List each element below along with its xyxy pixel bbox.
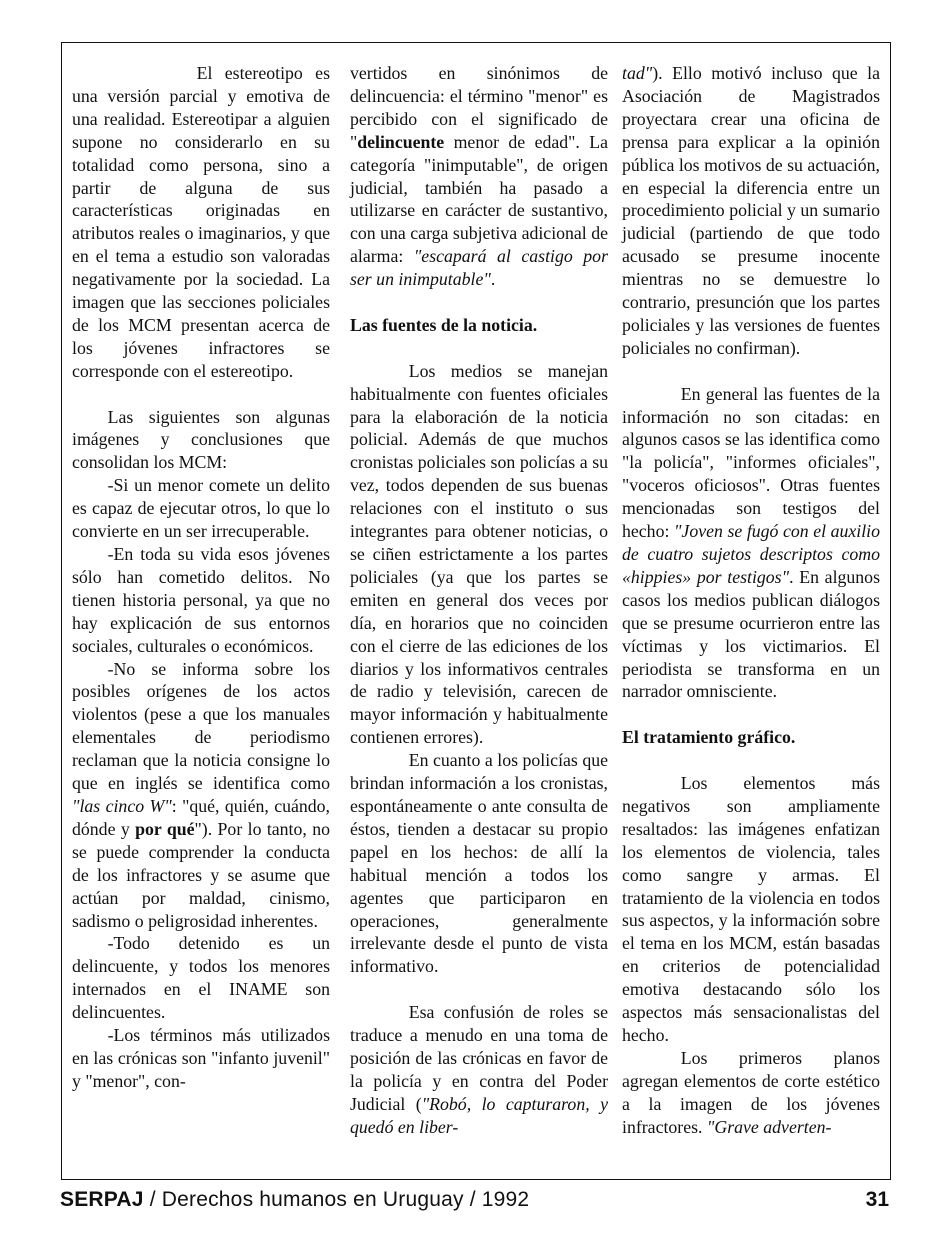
- publisher-name: SERPAJ: [60, 1188, 144, 1211]
- list-item: -No se informa sobre los posibles orígenes de los actos violentos (pese a que los manuales elementales de periodismo reclaman que la noticia consigne lo que en inglés se identifica como "las cinco W": "qué, quién, cuándo, dónde y por qué"). Por lo tanto, no se puede comprender la conducta de los infractores y se asume que actúan por maldad, cinismo, sadismo o peligrosidad inherentes.: [72, 658, 330, 931]
- text-column-1: [72, 62, 330, 1093]
- text-column-2: [350, 62, 608, 1139]
- text-column-3: [622, 62, 880, 1139]
- running-footer: [60, 1188, 529, 1212]
- paragraph: En cuanto a los policías que brindan información a los cronistas, espontáneamente o ante consulta de éstos, tienden a destacar su propio papel en los hechos: de allí la habitual mención a todos los agentes que participaron en operaciones, generalmente irrelevante desde el punto de vista informativo.: [350, 750, 608, 977]
- section-heading: El tratamiento gráfico.: [622, 727, 796, 748]
- section-heading: Las fuentes de la noticia.: [350, 314, 538, 335]
- paragraph: El estereotipo es una versión parcial y emotiva de una realidad. Estereotipar a alguien supone no considerarlo en su totalidad como persona, sino a partir de alguna de sus características originadas en atributos reales o imaginarios, y que en el tema a estudio son valoradas negativamente por la sociedad. La imagen que las secciones policiales de los MCM presentan acerca de los jóvenes infractores se corresponde con el estereotipo.: [72, 63, 330, 381]
- paragraph: Esa confusión de roles se traduce a menudo en una toma de posición de las crónicas en favor de la policía y en contra del Poder Judicial ("Robó, lo capturaron, y quedó en liber-: [350, 1002, 608, 1137]
- list-item: -Los términos más utilizados en las crónicas son "infanto juvenil" y "menor", con-: [72, 1025, 330, 1091]
- paragraph: En general las fuentes de la información no son citadas: en algunos casos se las identifica como "la policía", "informes oficiales", "voceros oficiosos". Otras fuentes mencionadas son testigos del hecho: "Joven se fugó con el auxilio de cuatro sujetos descriptos como «hippies» por testigos". En algunos casos los medios publican diálogos que se presume ocurrieron entre las víctimas y los victimarios. El periodista se transforma en un narrador omnisciente.: [622, 383, 881, 702]
- page-number: 31: [865, 1188, 889, 1211]
- list-item: -Todo detenido es un delincuente, y todos los menores internados en el INAME son delincuentes.: [72, 933, 330, 1023]
- paragraph: vertidos en sinónimos de delincuencia: el término "menor" es percibido con el significado de "delincuente menor de edad". La categoría "inimputable", de origen judicial, también ha pasado a utilizarse en carácter de sustantivo, con una carga subjetiva adicional de alarma: "escapará al castigo por ser un inimputable".: [350, 63, 608, 290]
- paragraph: Los primeros planos agregan elementos de corte estético a la imagen de los jóvenes infractores. "Grave adverten-: [622, 1047, 880, 1137]
- list-item: -En toda su vida esos jóvenes sólo han cometido delitos. No tienen historia personal, ya que no hay explicación de sus entornos sociales, culturales o económicos.: [72, 544, 330, 656]
- list-item: -Si un menor comete un delito es capaz de ejecutar otros, lo que lo convierte en un ser irrecuperable.: [72, 475, 330, 542]
- paragraph: Los medios se manejan habitualmente con fuentes oficiales para la elaboración de la noticia policial. Además de que muchos cronistas policiales son policías a su vez, todos dependen de sus buenas relaciones con el instituto o sus integrantes para obtener noticias, o se ciñen estrictamente a los partes policiales (ya que los partes se emiten en general dos veces por día, en horarios que no coinciden con el cierre de las ediciones de los diarios y los informativos centrales de radio y televisión, carecen de mayor información y habitualmente contienen errores).: [350, 360, 608, 748]
- paragraph: Los elementos más negativos son ampliamente resaltados: las imágenes enfatizan los elementos de violencia, tales como sangre y armas. El tratamiento de la violencia en todos sus aspectos, y la información sobre el tema en los MCM, están basadas en criterios de potencialidad emotiva destacando sólo los aspectos más sensacionalistas del hecho.: [622, 773, 880, 1046]
- paragraph: Las siguientes son algunas imágenes y conclusiones que consolidan los MCM:: [72, 406, 330, 473]
- publication-title: / Derechos humanos en Uruguay / 1992: [143, 1188, 530, 1211]
- paragraph: tad"). Ello motivó incluso que la Asociación de Magistrados proyectara crear una oficina de prensa para explicar a la opinión pública los motivos de su actuación, en especial la diferencia entre un procedimiento policial y un sumario judicial (partiendo de que todo acusado se presume inocente mientras no se demuestre lo contrario, presunción que los partes policiales y las versiones de fuentes policiales no confirman).: [622, 63, 880, 358]
